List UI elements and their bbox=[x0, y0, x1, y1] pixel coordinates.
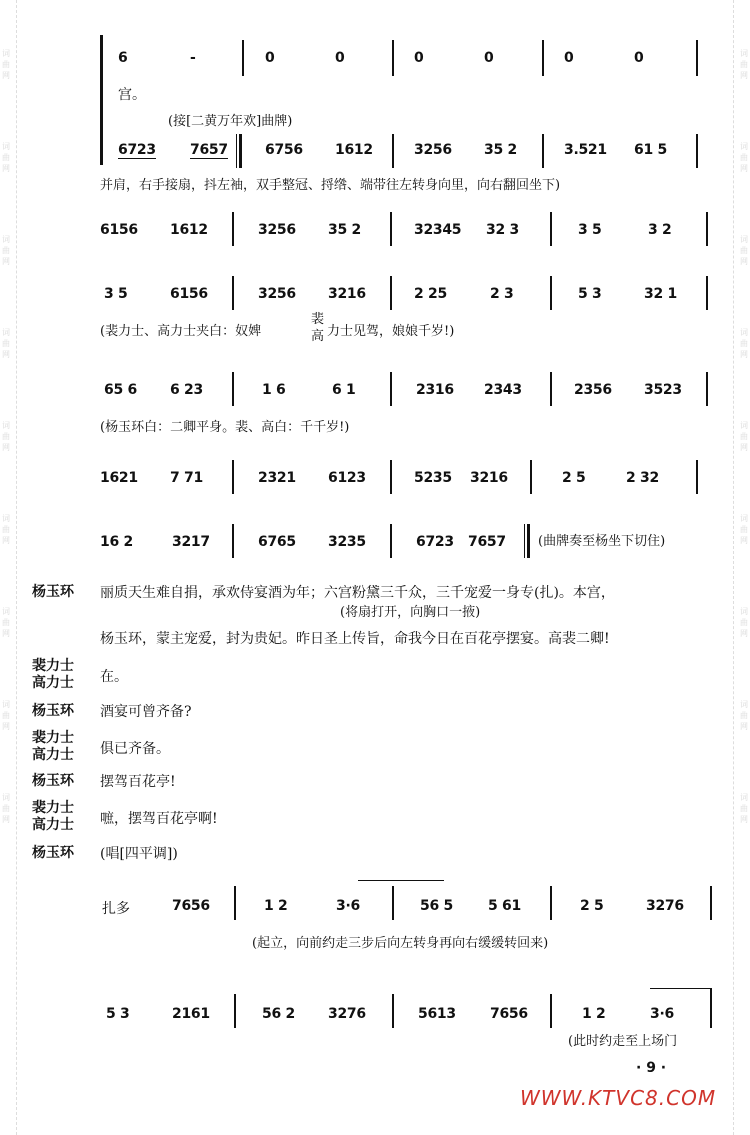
note: 65 6 bbox=[104, 382, 137, 398]
stacked-name-top: 裴 bbox=[311, 312, 325, 327]
note: 1 2 bbox=[582, 1006, 606, 1022]
note: 2316 bbox=[416, 382, 454, 398]
note: 35 2 bbox=[328, 222, 361, 238]
note: 3217 bbox=[172, 534, 210, 550]
underline bbox=[118, 158, 156, 159]
barline bbox=[392, 886, 394, 920]
watermark: 词曲网 bbox=[2, 49, 10, 80]
speaker-name: 裴力士 bbox=[32, 658, 74, 674]
note: 6 23 bbox=[170, 382, 203, 398]
note: 35 2 bbox=[484, 142, 517, 158]
speaker-name: 裴力士 bbox=[32, 800, 74, 816]
barline bbox=[710, 886, 712, 920]
note: 1 6 bbox=[262, 382, 286, 398]
note: 5613 bbox=[418, 1006, 456, 1022]
note: 2321 bbox=[258, 470, 296, 486]
note: 2161 bbox=[172, 1006, 210, 1022]
barline bbox=[550, 372, 552, 406]
barline bbox=[550, 994, 552, 1028]
barline bbox=[390, 524, 392, 558]
note: 56 2 bbox=[262, 1006, 295, 1022]
stage-direction: 力士见驾，娘娘千岁!) bbox=[327, 324, 455, 339]
barline bbox=[390, 460, 392, 494]
barline bbox=[232, 524, 234, 558]
barline bbox=[706, 276, 708, 310]
barline bbox=[696, 134, 698, 168]
watermark-column-right bbox=[733, 0, 748, 1135]
note: 16 2 bbox=[100, 534, 133, 550]
watermark: 词曲网 bbox=[740, 142, 748, 173]
watermark: 词曲网 bbox=[740, 421, 748, 452]
note: 2 5 bbox=[562, 470, 586, 486]
speaker-name: 杨玉环 bbox=[32, 703, 74, 719]
stage-direction: (杨玉环白：二卿平身。裴、高白：千千岁!) bbox=[100, 420, 350, 435]
note: - bbox=[190, 50, 196, 66]
note: 5235 bbox=[414, 470, 452, 486]
speaker-name: 高力士 bbox=[32, 747, 74, 763]
note: 6156 bbox=[100, 222, 138, 238]
page-number: · 9 · bbox=[636, 1060, 667, 1076]
double-barline bbox=[524, 524, 530, 558]
watermark: 词曲网 bbox=[740, 700, 748, 731]
note: 3·6 bbox=[650, 1006, 674, 1022]
barline bbox=[234, 994, 236, 1028]
note: 0 bbox=[414, 50, 424, 66]
note: 6156 bbox=[170, 286, 208, 302]
speaker-name: 高力士 bbox=[32, 817, 74, 833]
site-watermark: WWW.KTVC8.COM bbox=[520, 1086, 717, 1110]
note: 7657 bbox=[468, 534, 506, 550]
note: 3276 bbox=[646, 898, 684, 914]
watermark: 词曲网 bbox=[740, 49, 748, 80]
system-brace bbox=[100, 35, 108, 165]
note: 3 2 bbox=[648, 222, 672, 238]
note: 6723 bbox=[118, 142, 156, 158]
stage-direction: 并肩，右手接扇，抖左袖，双手整冠、捋绺、端带往左转身向里，向右翻回坐下) bbox=[100, 178, 561, 193]
note: 1 2 bbox=[264, 898, 288, 914]
note: 3.521 bbox=[564, 142, 607, 158]
barline bbox=[390, 372, 392, 406]
barline bbox=[390, 212, 392, 246]
barline bbox=[710, 988, 712, 1028]
note: 2 32 bbox=[626, 470, 659, 486]
watermark: 词曲网 bbox=[2, 328, 10, 359]
note: 3 5 bbox=[104, 286, 128, 302]
barline bbox=[706, 212, 708, 246]
note: 6765 bbox=[258, 534, 296, 550]
lyric: 宫。 bbox=[118, 87, 146, 103]
note: 3523 bbox=[644, 382, 682, 398]
dialogue-line: (唱[四平调]) bbox=[100, 846, 178, 862]
note: 7656 bbox=[490, 1006, 528, 1022]
note: 0 bbox=[484, 50, 494, 66]
dialogue-line: 摆驾百花亭! bbox=[100, 774, 176, 790]
note: 3 5 bbox=[578, 222, 602, 238]
watermark: 词曲网 bbox=[2, 700, 10, 731]
barline bbox=[696, 40, 698, 76]
note: 5 3 bbox=[578, 286, 602, 302]
note: 3256 bbox=[414, 142, 452, 158]
stage-direction: (曲牌奏至杨坐下切住) bbox=[538, 534, 666, 549]
barline bbox=[392, 40, 394, 76]
double-barline bbox=[236, 134, 242, 168]
note: 0 bbox=[265, 50, 275, 66]
barline bbox=[242, 40, 244, 76]
slur-line bbox=[358, 880, 444, 881]
note: 32345 bbox=[414, 222, 462, 238]
watermark: 词曲网 bbox=[740, 607, 748, 638]
note: 2343 bbox=[484, 382, 522, 398]
barline bbox=[530, 460, 532, 494]
watermark: 词曲网 bbox=[2, 235, 10, 266]
speaker-name: 杨玉环 bbox=[32, 773, 74, 789]
barline bbox=[390, 276, 392, 310]
dialogue-line: 杨玉环，蒙主宠爱，封为贵妃。昨日圣上传旨，命我今日在百花亭摆宴。高裴二卿! bbox=[100, 631, 610, 647]
stage-direction: (此时约走至上场门 bbox=[568, 1034, 678, 1049]
barline bbox=[392, 134, 394, 168]
watermark: 词曲网 bbox=[2, 142, 10, 173]
stage-direction: (裴力士、高力士夹白：奴婢 bbox=[100, 324, 262, 339]
watermark: 词曲网 bbox=[740, 235, 748, 266]
note: 6 bbox=[118, 50, 128, 66]
watermark: 词曲网 bbox=[2, 607, 10, 638]
speaker-name: 杨玉环 bbox=[32, 845, 74, 861]
stage-direction: (起立，向前约走三步后向左转身再向右缓缓转回来) bbox=[252, 936, 549, 951]
barline bbox=[232, 460, 234, 494]
barline bbox=[550, 276, 552, 310]
note: 0 bbox=[634, 50, 644, 66]
barline bbox=[550, 886, 552, 920]
note: 1612 bbox=[170, 222, 208, 238]
note: 3256 bbox=[258, 286, 296, 302]
watermark: 词曲网 bbox=[740, 793, 748, 824]
note: 2356 bbox=[574, 382, 612, 398]
note: 1612 bbox=[335, 142, 373, 158]
note: 3256 bbox=[258, 222, 296, 238]
note: 6123 bbox=[328, 470, 366, 486]
barline bbox=[232, 372, 234, 406]
watermark: 词曲网 bbox=[2, 793, 10, 824]
note: 7657 bbox=[190, 142, 228, 158]
barline bbox=[550, 212, 552, 246]
stacked-name-bottom: 高 bbox=[311, 329, 325, 344]
watermark: 词曲网 bbox=[740, 514, 748, 545]
note: 56 5 bbox=[420, 898, 453, 914]
speaker-name: 杨玉环 bbox=[32, 584, 74, 600]
watermark: 词曲网 bbox=[2, 514, 10, 545]
watermark-column-left bbox=[2, 0, 17, 1135]
lyric: 扎多 bbox=[102, 901, 130, 917]
note: 3·6 bbox=[336, 898, 360, 914]
barline bbox=[392, 994, 394, 1028]
speaker-name: 高力士 bbox=[32, 675, 74, 691]
barline bbox=[706, 372, 708, 406]
barline bbox=[696, 460, 698, 494]
note: 5 3 bbox=[106, 1006, 130, 1022]
dialogue-line: 在。 bbox=[100, 669, 128, 685]
dialogue-line: 酒宴可曾齐备? bbox=[100, 704, 192, 720]
note: 7 71 bbox=[170, 470, 203, 486]
note: 6723 bbox=[416, 534, 454, 550]
note: 3216 bbox=[328, 286, 366, 302]
note: 3276 bbox=[328, 1006, 366, 1022]
watermark: 词曲网 bbox=[2, 421, 10, 452]
dialogue-line: 丽质天生难自捐，承欢侍宴酒为年；六宫粉黛三千众，三千宠爱一身专(扎)。本宫， bbox=[100, 585, 615, 601]
note: 61 5 bbox=[634, 142, 667, 158]
slur-line bbox=[650, 988, 712, 989]
note: 7656 bbox=[172, 898, 210, 914]
stage-direction: (接[二黄万年欢]曲牌) bbox=[168, 114, 293, 129]
barline bbox=[542, 40, 544, 76]
note: 32 3 bbox=[486, 222, 519, 238]
note: 3235 bbox=[328, 534, 366, 550]
dialogue-line: 嗻，摆驾百花亭啊! bbox=[100, 811, 218, 827]
barline bbox=[542, 134, 544, 168]
underline bbox=[190, 158, 228, 159]
note: 6756 bbox=[265, 142, 303, 158]
dialogue-line: 俱已齐备。 bbox=[100, 741, 170, 757]
note: 5 61 bbox=[488, 898, 521, 914]
note: 6 1 bbox=[332, 382, 356, 398]
speaker-name: 裴力士 bbox=[32, 730, 74, 746]
note: 0 bbox=[335, 50, 345, 66]
note: 2 5 bbox=[580, 898, 604, 914]
stage-direction: (将扇打开，向胸口一掖) bbox=[340, 605, 481, 620]
note: 2 3 bbox=[490, 286, 514, 302]
note: 0 bbox=[564, 50, 574, 66]
watermark: 词曲网 bbox=[740, 328, 748, 359]
note: 1621 bbox=[100, 470, 138, 486]
barline bbox=[234, 886, 236, 920]
note: 3216 bbox=[470, 470, 508, 486]
barline bbox=[232, 212, 234, 246]
note: 2 25 bbox=[414, 286, 447, 302]
note: 32 1 bbox=[644, 286, 677, 302]
barline bbox=[232, 276, 234, 310]
